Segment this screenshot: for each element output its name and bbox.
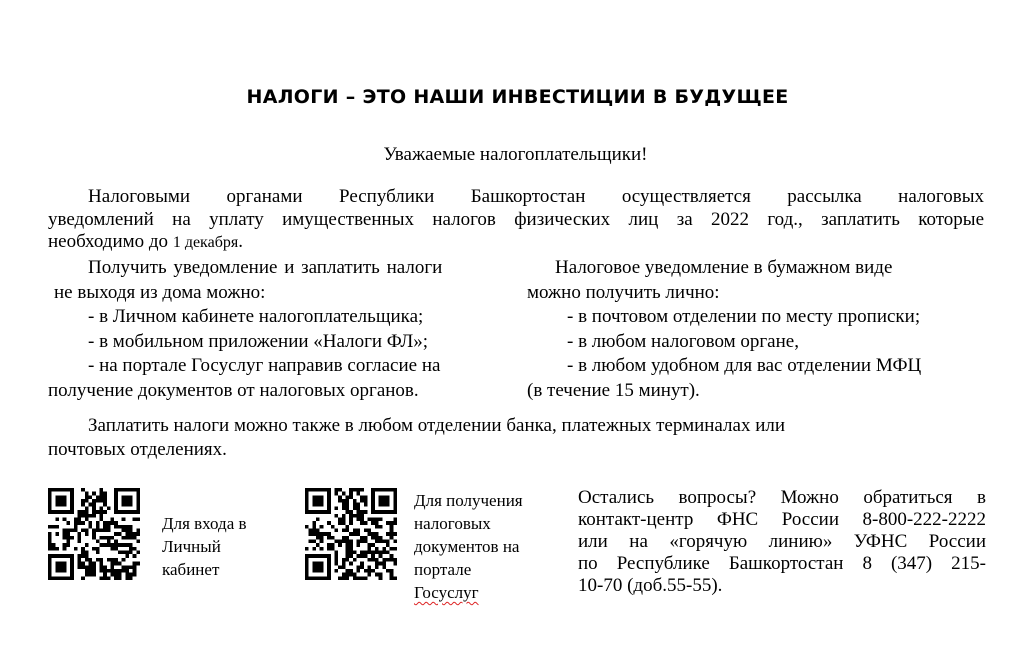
paper-option-tax-office: - в любом налоговом органе, [567,330,799,352]
qr-cabinet-caption-2: Личный [162,537,221,556]
contact-line-2: контакт-центр ФНС России 8-800-222-2222 [578,509,986,530]
intro-deadline-date: 1 декабря [172,234,239,251]
paper-option-mfc-cont: (в течение 15 минут). [527,379,700,401]
online-option-gosuslugi-cont: получение документов от налоговых органов. [48,379,419,401]
qr-cabinet-caption-1: Для входа в [162,514,247,533]
intro-deadline-suffix: . [238,231,243,252]
online-option-app: - в мобильном приложении «Налоги ФЛ»; [88,330,429,352]
paper-options-column [527,256,992,403]
pay-line-1: Заплатить налоги можно также в любом отделении банка, платежных терминалах или [88,415,786,436]
paper-option-mfc: - в любом удобном для вас отделении МФЦ [567,355,922,376]
qr-gosuslugi-caption [414,489,564,604]
qr-cabinet-caption-3: кабинет [162,560,220,579]
intro-line-1: Налоговыми органами Республики Башкортостан осуществляется рассылка налоговых [88,186,984,207]
pay-line-2: почтовых отделениях. [48,439,227,460]
paper-options-heading-2: можно получить лично: [527,281,720,303]
pay-paragraph [48,414,948,462]
online-option-cabinet: - в Личном кабинете налогоплательщика; [88,306,424,327]
greeting: Уважаемые налогоплательщики! [383,144,648,165]
contact-info [578,487,986,597]
intro-paragraph [48,186,984,255]
qr-code-icon[interactable] [48,488,140,580]
intro-line-3 [48,231,984,255]
intro-line-2: уведомлений на уплату имущественных налогов физических лиц за 2022 год., заплатить которые [48,208,984,230]
paper-options-heading-1: Налоговое уведомление в бумажном виде [555,257,893,278]
page-title: НАЛОГИ – ЭТО НАШИ ИНВЕСТИЦИИ В БУДУЩЕЕ [246,86,789,108]
qr-cabinet-caption [162,512,282,581]
paper-option-post: - в почтовом отделении по месту прописки; [567,306,921,327]
qr-gosuslugi-caption-1: Для получения [414,491,523,510]
online-option-gosuslugi: - на портале Госуслуг направив согласие на [88,355,441,376]
intro-deadline-prefix: необходимо до [48,231,173,252]
contact-line-4: по Республике Башкортостан 8 (347) 215- [578,553,986,574]
online-options-heading-2: не выходя из дома можно: [54,281,266,303]
qr-gosuslugi-caption-4: портале [414,560,472,579]
online-options-heading-1: Получить уведомление и заплатить налоги [88,257,443,278]
qr-gosuslugi-caption-3: документов на [414,537,520,556]
qr-code-icon[interactable] [305,488,397,580]
qr-gosuslugi-caption-2: налоговых [414,514,491,533]
contact-line-3: или на «горячую линию» УФНС России [578,531,986,552]
online-options-column [48,256,518,403]
contact-line-1: Остались вопросы? Можно обратиться в [578,487,986,508]
qr-gosuslugi-caption-5: Госуслуг [414,583,479,602]
contact-line-5: 10-70 (доб.55-55). [578,575,723,596]
